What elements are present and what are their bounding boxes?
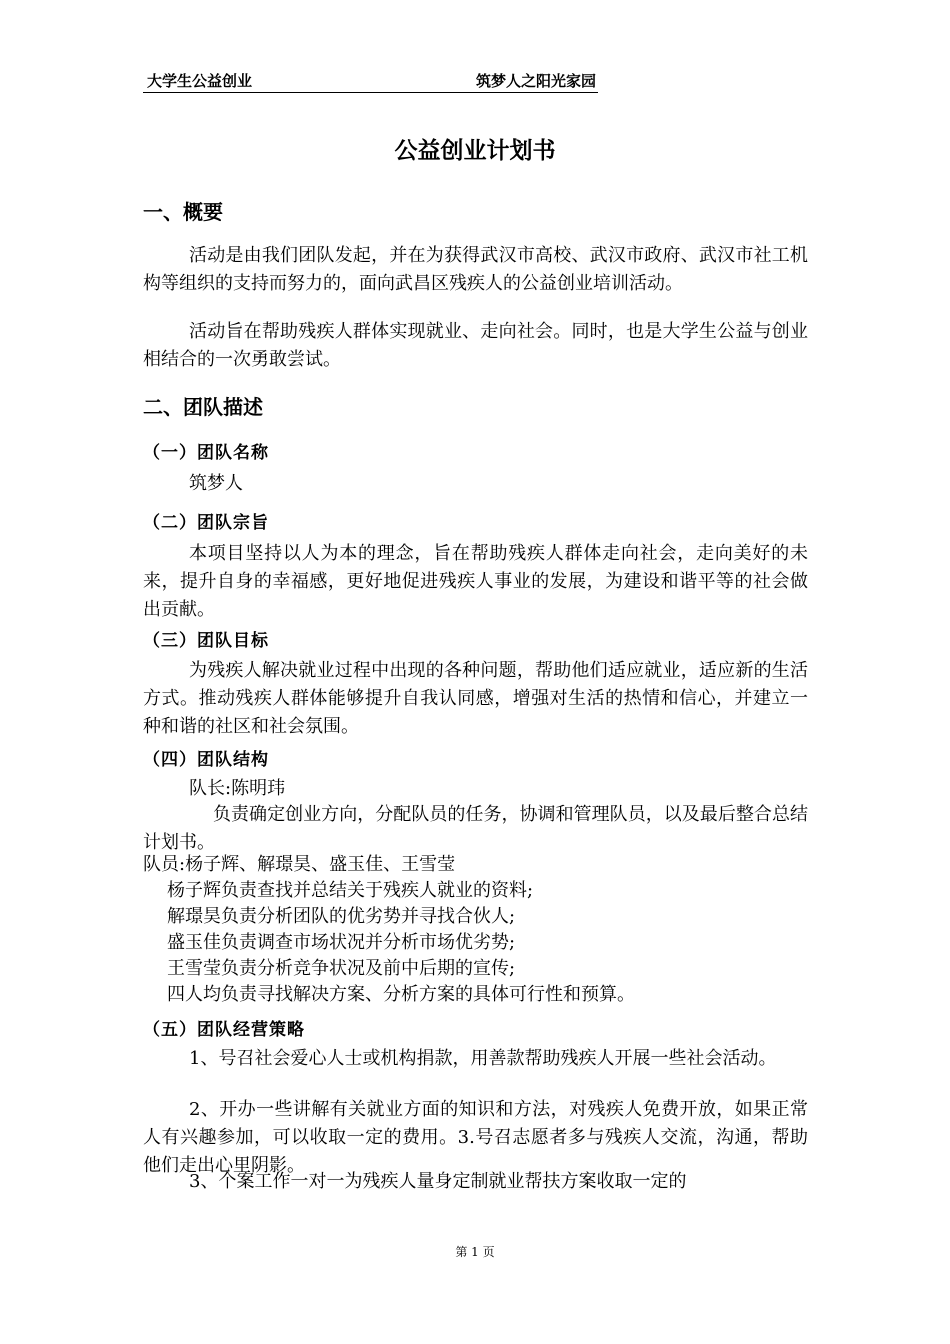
overview-paragraph-2: 活动旨在帮助残疾人群体实现就业、走向社会。同时，也是大学生公益与创业相结合的一次勇敢尝试。 (143, 321, 808, 370)
overview-paragraph-1: 活动是由我们团队发起，并在为获得武汉市高校、武汉市政府、武汉市社工机构等组织的支持而努力的，面向武昌区残疾人的公益创业培训活动。 (143, 245, 808, 294)
strategy-item-1: 1、号召社会爱心人士或机构捐款，用善款帮助残疾人开展一些社会活动。 (189, 1048, 777, 1069)
subheading-team-purpose: （二）团队宗旨 (143, 513, 269, 533)
header-right-text: 筑梦人之阳光家园 (475, 72, 596, 90)
page-header (143, 68, 598, 93)
team-goal-text: 为残疾人解决就业过程中出现的各种问题，帮助他们适应就业，适应新的生活方式。推动残疾人群体能够提升自我认同感，增强对生活的热情和信心，并建立一种和谐的社区和社会氛围。 (143, 660, 808, 737)
document-title: 公益创业计划书 (394, 138, 556, 164)
header-left-text: 大学生公益创业 (147, 72, 253, 90)
member-duty-item: 杨子辉负责查找并总结关于残疾人就业的资料; (167, 880, 534, 901)
team-name-value: 筑梦人 (189, 473, 243, 494)
page-number: 第 1 页 (455, 1245, 495, 1259)
subheading-team-strategy: （五）团队经营策略 (143, 1020, 305, 1040)
strategy-item-2: 2、开办一些讲解有关就业方面的知识和方法，对残疾人免费开放，如果正常人有兴趣参加，可以收取一定的费用。3.号召志愿者多与残疾人交流，沟通，帮助他们走出心里阴影。 (143, 1099, 808, 1176)
member-duty-item: 王雪莹负责分析竞争状况及前中后期的宣传; (167, 958, 516, 979)
section-heading-team: 二、团队描述 (143, 395, 263, 419)
team-members: 队员:杨子辉、解璟昊、盛玉佳、王雪莹 (143, 854, 456, 875)
team-leader-duty: 负责确定创业方向，分配队员的任务，协调和管理队员，以及最后整合总结计划书。 (143, 804, 808, 853)
member-duty-item: 四人均负责寻找解决方案、分析方案的具体可行性和预算。 (167, 984, 635, 1005)
subheading-team-structure: （四）团队结构 (143, 750, 269, 770)
subheading-team-name: （一）团队名称 (143, 443, 269, 463)
member-duty-item: 解璟昊负责分析团队的优劣势并寻找合伙人; (167, 906, 516, 927)
section-heading-overview: 一、概要 (143, 200, 223, 224)
member-duty-item: 盛玉佳负责调查市场状况并分析市场优劣势; (167, 932, 516, 953)
subheading-team-goal: （三）团队目标 (143, 631, 269, 651)
team-purpose-text: 本项目坚持以人为本的理念，旨在帮助残疾人群体走向社会，走向美好的未来，提升自身的幸福感，更好地促进残疾人事业的发展，为建设和谐平等的社会做出贡献。 (143, 543, 808, 620)
strategy-item-3: 3、个案工作一对一为残疾人量身定制就业帮扶方案收取一定的 (189, 1171, 687, 1192)
team-leader: 队长:陈明玮 (189, 778, 286, 799)
